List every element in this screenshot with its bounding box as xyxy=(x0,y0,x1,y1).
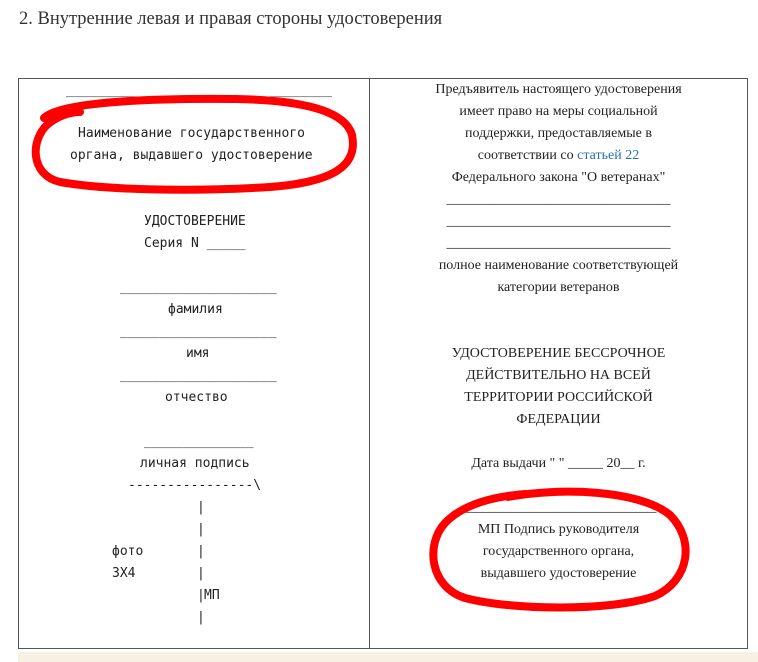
photo-frame-bar: | xyxy=(197,588,205,603)
category-blank-line: ________________________________ xyxy=(446,192,671,207)
name-line: ____________________ xyxy=(120,324,277,339)
photo-frame-bar: | xyxy=(197,500,205,515)
article-22-link[interactable]: статьей 22 xyxy=(577,148,640,163)
stamp-label: МП xyxy=(204,588,220,603)
validity-line2: ДЕЙСТВИТЕЛЬНО НА ВСЕЙ xyxy=(466,368,651,383)
series-field: Серия N _____ xyxy=(144,236,246,251)
bearer-text-line1: Предъявитель настоящего удостоверения xyxy=(435,82,682,97)
signature-line: ______________ xyxy=(144,434,254,449)
head-signature-caption-line3: выдавшего удостоверение xyxy=(480,566,637,581)
page-footer-strip xyxy=(18,652,758,662)
section-heading: 2. Внутренние левая и правая стороны удостоверения xyxy=(19,9,443,29)
surname-line: ____________________ xyxy=(120,280,277,295)
photo-frame-top: ----------------\ xyxy=(128,478,262,493)
bearer-text-line4-prefix: соответствии со xyxy=(477,148,578,163)
bearer-text-line4 xyxy=(370,145,747,167)
surname-label: фамилия xyxy=(168,302,223,317)
bearer-text-line5: Федерального закона "О ветеранах" xyxy=(451,170,666,185)
category-blank-line: ________________________________ xyxy=(446,236,671,251)
head-signature-caption-line2: государственного органа, xyxy=(482,544,635,559)
name-label: имя xyxy=(186,346,210,361)
validity-line4: ФЕДЕРАЦИИ xyxy=(516,412,601,427)
head-signature-caption-line1: МП Подпись руководителя xyxy=(477,522,640,537)
org-name-line2: органа, выдавшего удостоверение xyxy=(70,148,313,163)
photo-label: фото xyxy=(112,544,144,559)
category-caption-line2: категории ветеранов xyxy=(497,280,620,295)
category-caption-line1: полное наименование соответствующей xyxy=(438,258,679,273)
head-signature-line: ____________________________ xyxy=(460,500,657,515)
org-name-line1: Наименование государственного xyxy=(78,126,305,141)
bearer-text-line3: поддержки, предоставляемые в xyxy=(465,126,652,141)
photo-frame-bar: | xyxy=(197,544,205,559)
photo-frame-bar: | xyxy=(197,566,205,581)
issue-date-field: Дата выдачи " " _____ 20__ г. xyxy=(471,456,646,471)
bearer-text-line2: имеет право на меры социальной xyxy=(459,104,658,119)
photo-frame-bar: | xyxy=(197,522,205,537)
patronymic-line: ____________________ xyxy=(120,368,277,383)
org-top-line: __________________________________ xyxy=(66,83,333,98)
patronymic-label: отчество xyxy=(165,390,228,405)
validity-line3: ТЕРРИТОРИИ РОССИЙСКОЙ xyxy=(464,390,653,405)
validity-line1: УДОСТОВЕРЕНИЕ БЕССРОЧНОЕ xyxy=(451,346,666,361)
photo-size-label: 3X4 xyxy=(112,566,136,581)
category-blank-line: ________________________________ xyxy=(446,214,671,229)
signature-label: личная подпись xyxy=(140,456,250,471)
certificate-title: УДОСТОВЕРЕНИЕ xyxy=(144,214,246,229)
photo-frame-bar: | xyxy=(197,610,205,625)
